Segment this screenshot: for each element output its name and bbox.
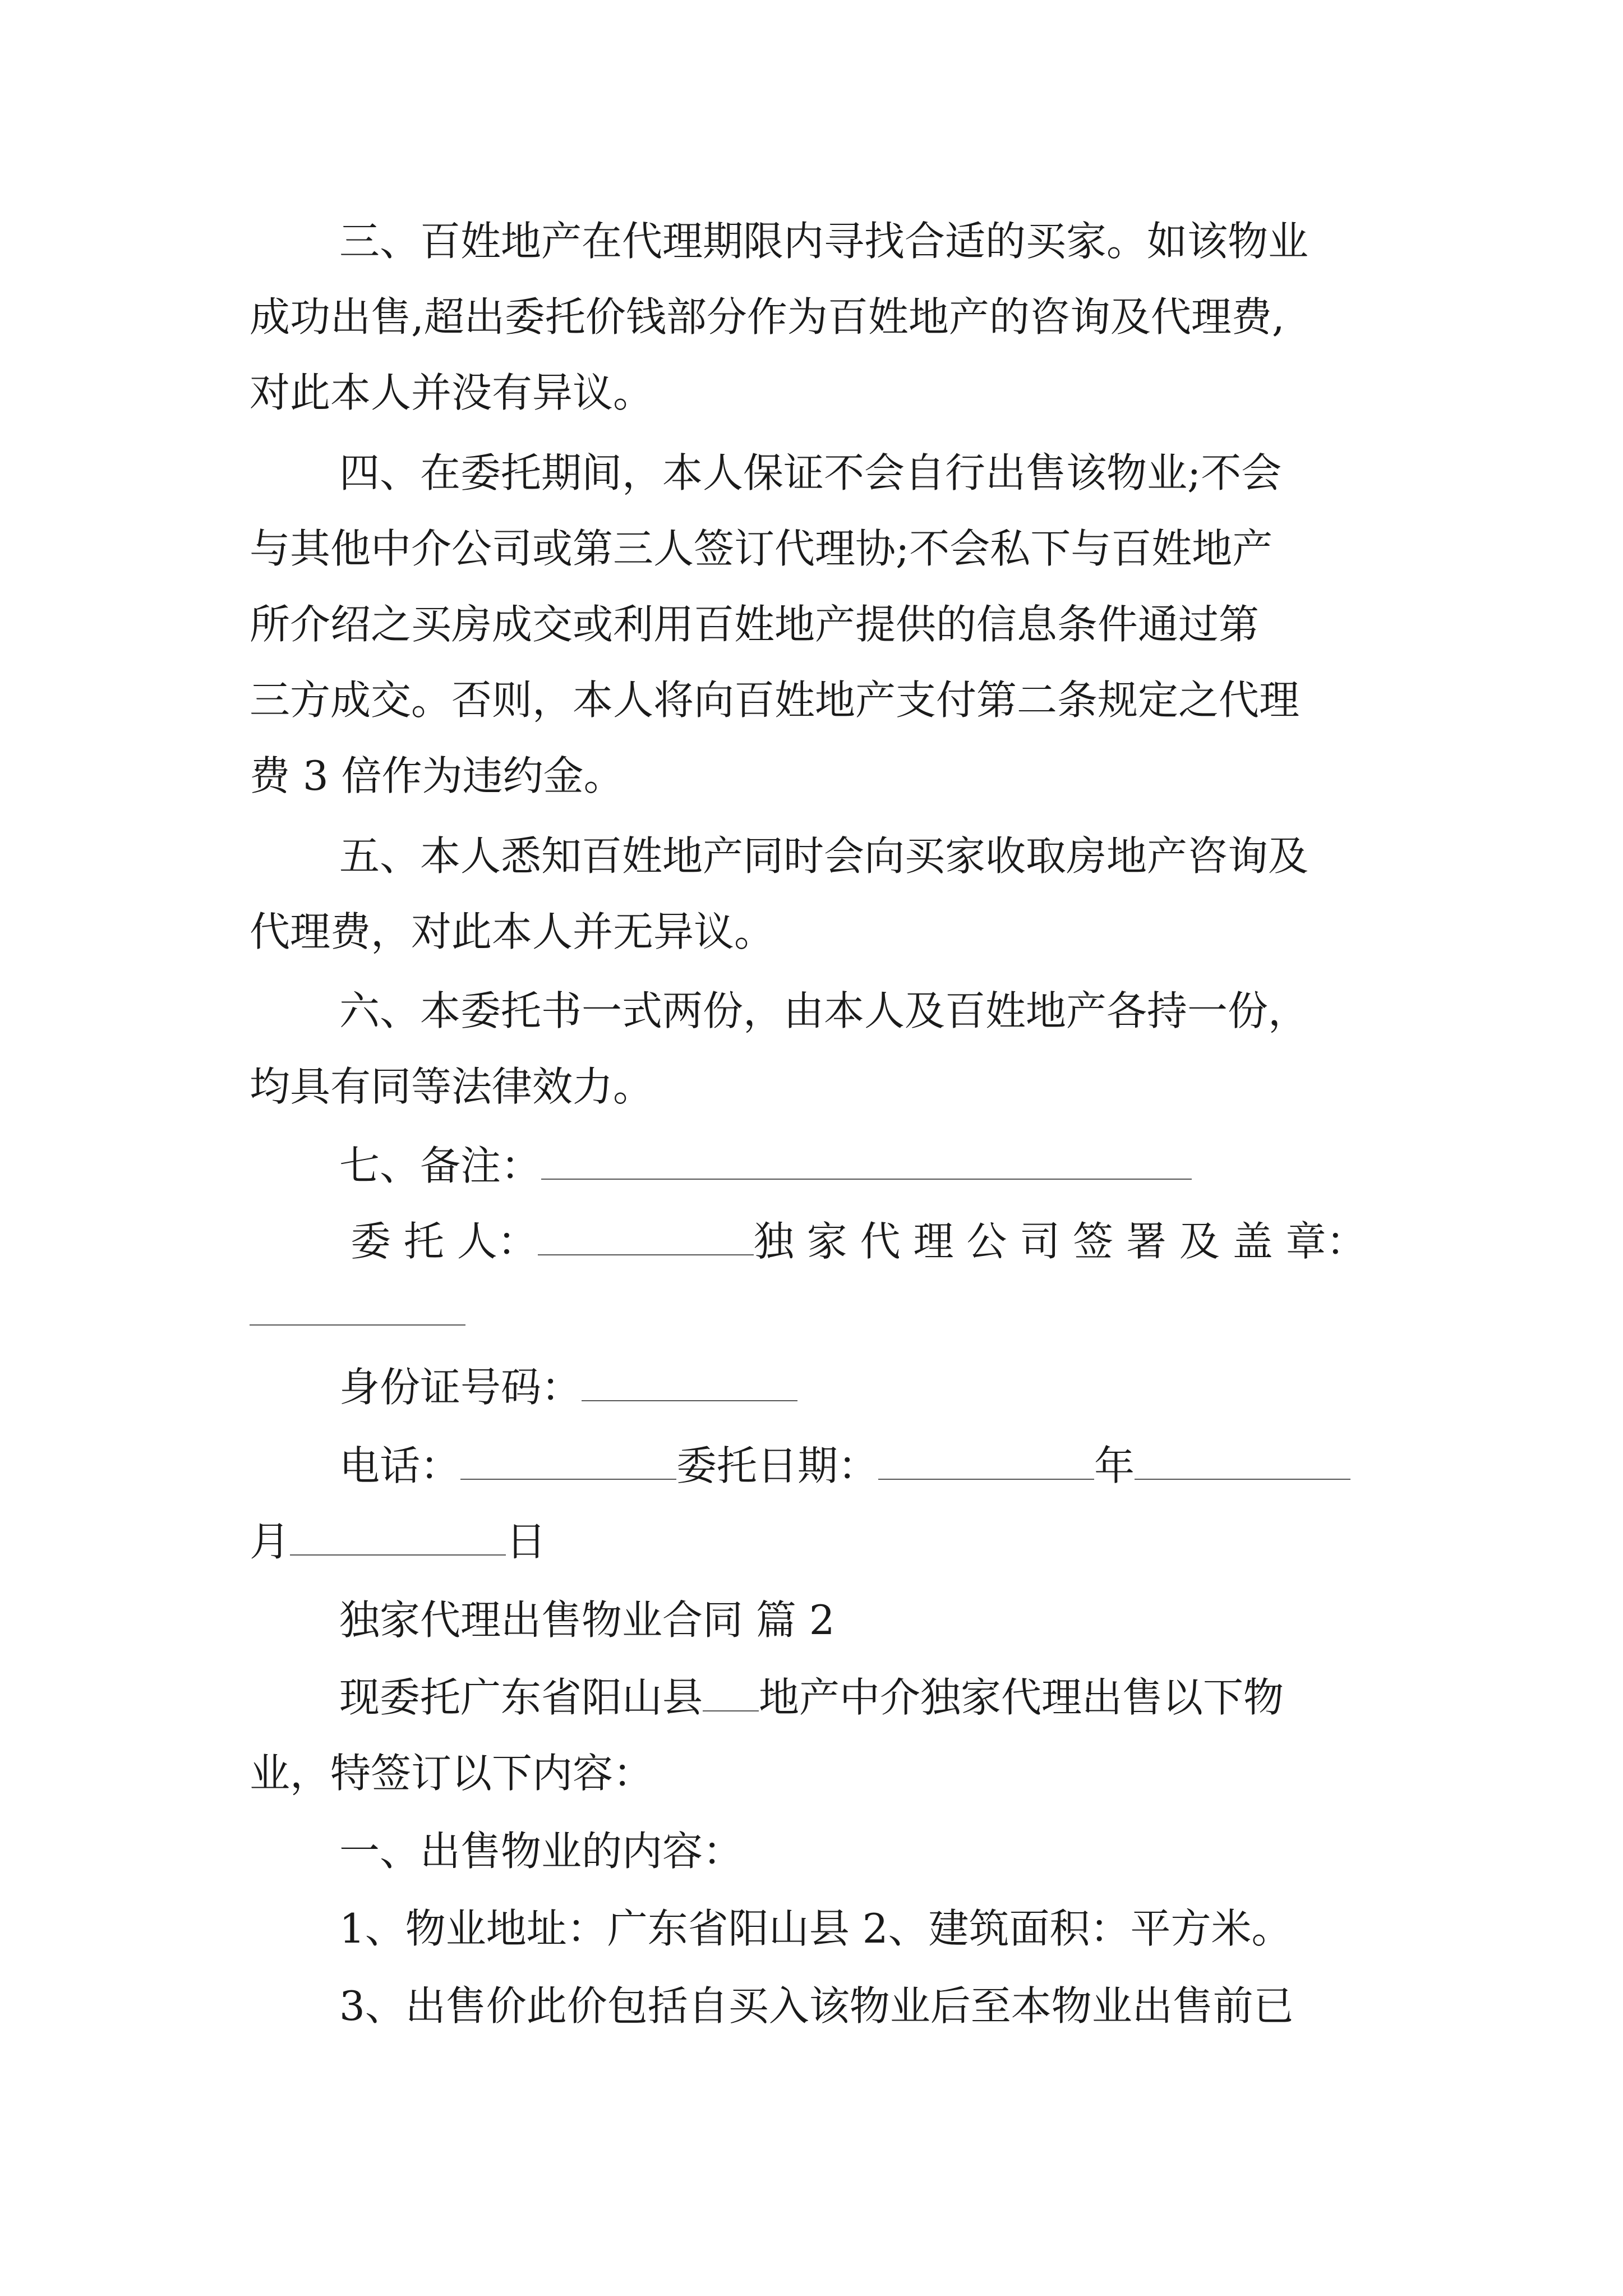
- day-blank: [290, 1515, 506, 1556]
- id-label: 身份证号码：: [339, 1364, 582, 1411]
- paragraph-4-line-1: 四、在委托期间，本人保证不会自行出售该物业;不会: [339, 449, 1282, 496]
- intro-prefix: 现委托广东省阳山县: [339, 1674, 703, 1721]
- paragraph-3-line-3: 对此本人并没有异议。: [250, 369, 654, 416]
- agency-name-blank: [703, 1671, 759, 1711]
- paragraph-6-line-2: 均具有同等法律效力。: [250, 1063, 654, 1110]
- item-1-heading: 一、出售物业的内容：: [339, 1828, 744, 1875]
- agent-sign-label: 独 家 代 理 公 司 签 署 及 盖 章：: [753, 1218, 1367, 1265]
- id-blank: [582, 1361, 797, 1401]
- phone-label: 电话：: [339, 1442, 461, 1489]
- paragraph-4-line-2: 与其他中介公司或第三人签订代理协;不会私下与百姓地产: [250, 525, 1273, 572]
- principal-blank: [538, 1215, 754, 1255]
- agent-sign-blank: [250, 1285, 465, 1326]
- paragraph-3-line-1: 三、百姓地产在代理期限内寻找合适的买家。如该物业: [339, 218, 1309, 265]
- section-2-intro-line-2: 业，特签订以下内容：: [250, 1750, 654, 1797]
- paragraph-5-line-2: 代理费，对此本人并无异议。: [250, 908, 775, 955]
- item-1-price: 3、出售价此价包括自买入该物业后至本物业出售前已: [339, 1982, 1294, 2030]
- month-label: 月: [250, 1518, 291, 1565]
- month-blank: [1135, 1439, 1350, 1480]
- item-1-address-area: 1、物业地址：广东省阳山县 2、建筑面积：平方米。: [339, 1905, 1292, 1952]
- paragraph-4-line-4: 三方成交。否则，本人将向百姓地产支付第二条规定之代理: [250, 677, 1300, 724]
- paragraph-3-line-2: 成功出售,超出委托价钱部分作为百姓地产的咨询及代理费,: [250, 293, 1285, 341]
- remarks-row: [339, 1139, 1192, 1193]
- paragraph-4-line-3: 所介绍之买房成交或利用百姓地产提供的信息条件通过第: [250, 601, 1260, 648]
- phone-date-row: [339, 1439, 1350, 1493]
- month-day-row: [250, 1515, 546, 1568]
- day-label: 日: [506, 1518, 547, 1565]
- remarks-blank: [541, 1139, 1192, 1180]
- date-label: 委托日期：: [676, 1442, 879, 1489]
- paragraph-4-line-5: 费 3 倍作为违约金。: [250, 752, 624, 799]
- paragraph-5-line-1: 五、本人悉知百姓地产同时会向买家收取房地产咨询及: [339, 832, 1309, 880]
- remarks-label: 七、备注：: [339, 1142, 542, 1189]
- principal-label: 委 托 人：: [351, 1218, 538, 1265]
- phone-blank: [460, 1439, 676, 1480]
- signature-row: [351, 1214, 1367, 1268]
- paragraph-6-line-1: 六、本委托书一式两份，由本人及百姓地产各持一份，: [339, 987, 1309, 1034]
- year-label: 年: [1094, 1442, 1135, 1489]
- section-2-intro-line-1: [339, 1671, 1284, 1724]
- intro-suffix: 地产中介独家代理出售以下物: [759, 1674, 1284, 1721]
- section-2-heading: 独家代理出售物业合同 篇 2: [339, 1596, 835, 1644]
- year-blank: [878, 1439, 1094, 1480]
- id-row: [339, 1360, 797, 1414]
- agent-sign-row: [250, 1285, 465, 1338]
